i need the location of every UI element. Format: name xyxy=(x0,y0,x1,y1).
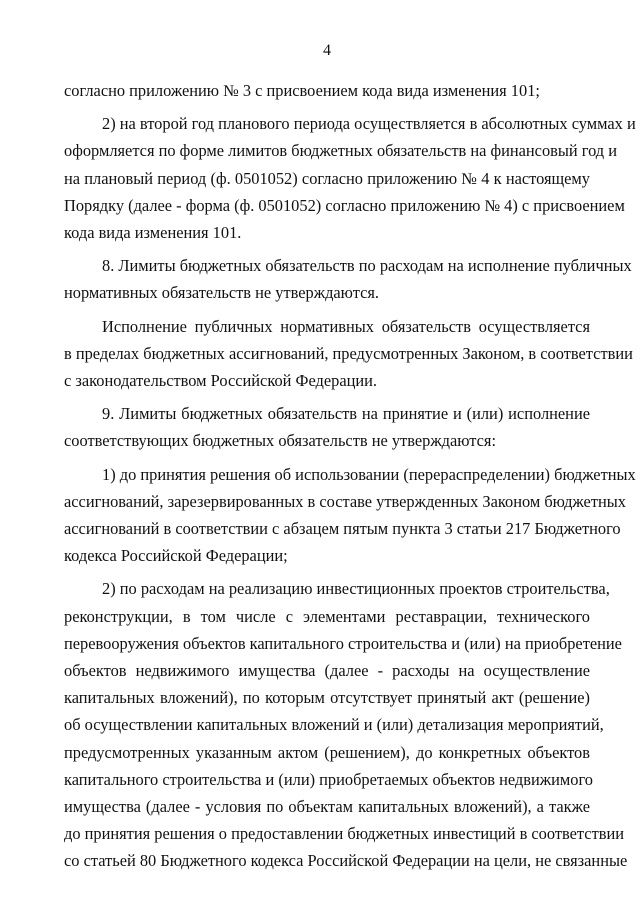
text-line: кодекса Российской Федерации; xyxy=(64,546,288,566)
page-number: 4 xyxy=(323,42,331,59)
text-line: 9. Лимиты бюджетных обязательств на принятие и (или) исполнение xyxy=(102,404,590,424)
text-line: Порядку (далее - форма (ф. 0501052) согласно приложению № 4) с присвоением xyxy=(64,195,625,215)
text-line: согласно приложению № 3 с присвоением кода вида изменения 101; xyxy=(64,81,540,100)
text-line: перевооружения объектов капитального строительства и (или) на приобретение xyxy=(64,633,622,653)
text-line: кода вида изменения 101. xyxy=(64,223,242,243)
text-line: Исполнение публичных нормативных обязательств осуществляется xyxy=(102,316,590,336)
text-line: 2) по расходам на реализацию инвестиционных проектов строительства, xyxy=(102,579,610,599)
text-line: реконструкции, в том числе с элементами реставрации, технического xyxy=(64,606,590,626)
text-line: ассигнований, зарезервированных в составе утвержденных Законом бюджетных xyxy=(64,491,626,511)
text-line: капитальных вложений), по которым отсутствует принятый акт (решение) xyxy=(64,688,590,708)
text-line: 2) на второй год планового периода осуществляется в абсолютных суммах и xyxy=(102,114,636,134)
text-line: нормативных обязательств не утверждаются. xyxy=(64,283,379,303)
text-line: объектов недвижимого имущества (далее - расходы на осуществление xyxy=(64,661,590,681)
document-body xyxy=(64,77,636,875)
text-line: 8. Лимиты бюджетных обязательств по расходам на исполнение публичных xyxy=(102,256,632,276)
text-line: 1) до принятия решения об использовании (перераспределении) бюджетных xyxy=(102,464,636,484)
text-line: в пределах бюджетных ассигнований, предусмотренных Законом, в соответствии xyxy=(64,343,633,363)
text-line: капитального строительства и (или) приобретаемых объектов недвижимого xyxy=(64,769,593,789)
text-line: соответствующих бюджетных обязательств не утверждаются: xyxy=(64,431,497,451)
text-line: имущества (далее - условия по объектам капитальных вложений), а также xyxy=(64,797,590,817)
text-line: оформляется по форме лимитов бюджетных обязательств на финансовый год и xyxy=(64,141,618,161)
text-line: об осуществлении капитальных вложений и (или) детализация мероприятий, xyxy=(64,715,604,735)
text-line: на плановый период (ф. 0501052) согласно приложению № 4 к настоящему xyxy=(64,168,590,188)
text-line: до принятия решения о предоставлении бюджетных инвестиций в соответствии xyxy=(64,824,625,844)
text-line: со статьей 80 Бюджетного кодекса Российской Федерации на цели, не связанные xyxy=(64,851,628,871)
text-line: с законодательством Российской Федерации. xyxy=(64,371,378,391)
text-line: предусмотренных указанным актом (решением), до конкретных объектов xyxy=(64,742,590,762)
text-line: ассигнований в соответствии с абзацем пятым пункта 3 статьи 217 Бюджетного xyxy=(64,519,621,539)
